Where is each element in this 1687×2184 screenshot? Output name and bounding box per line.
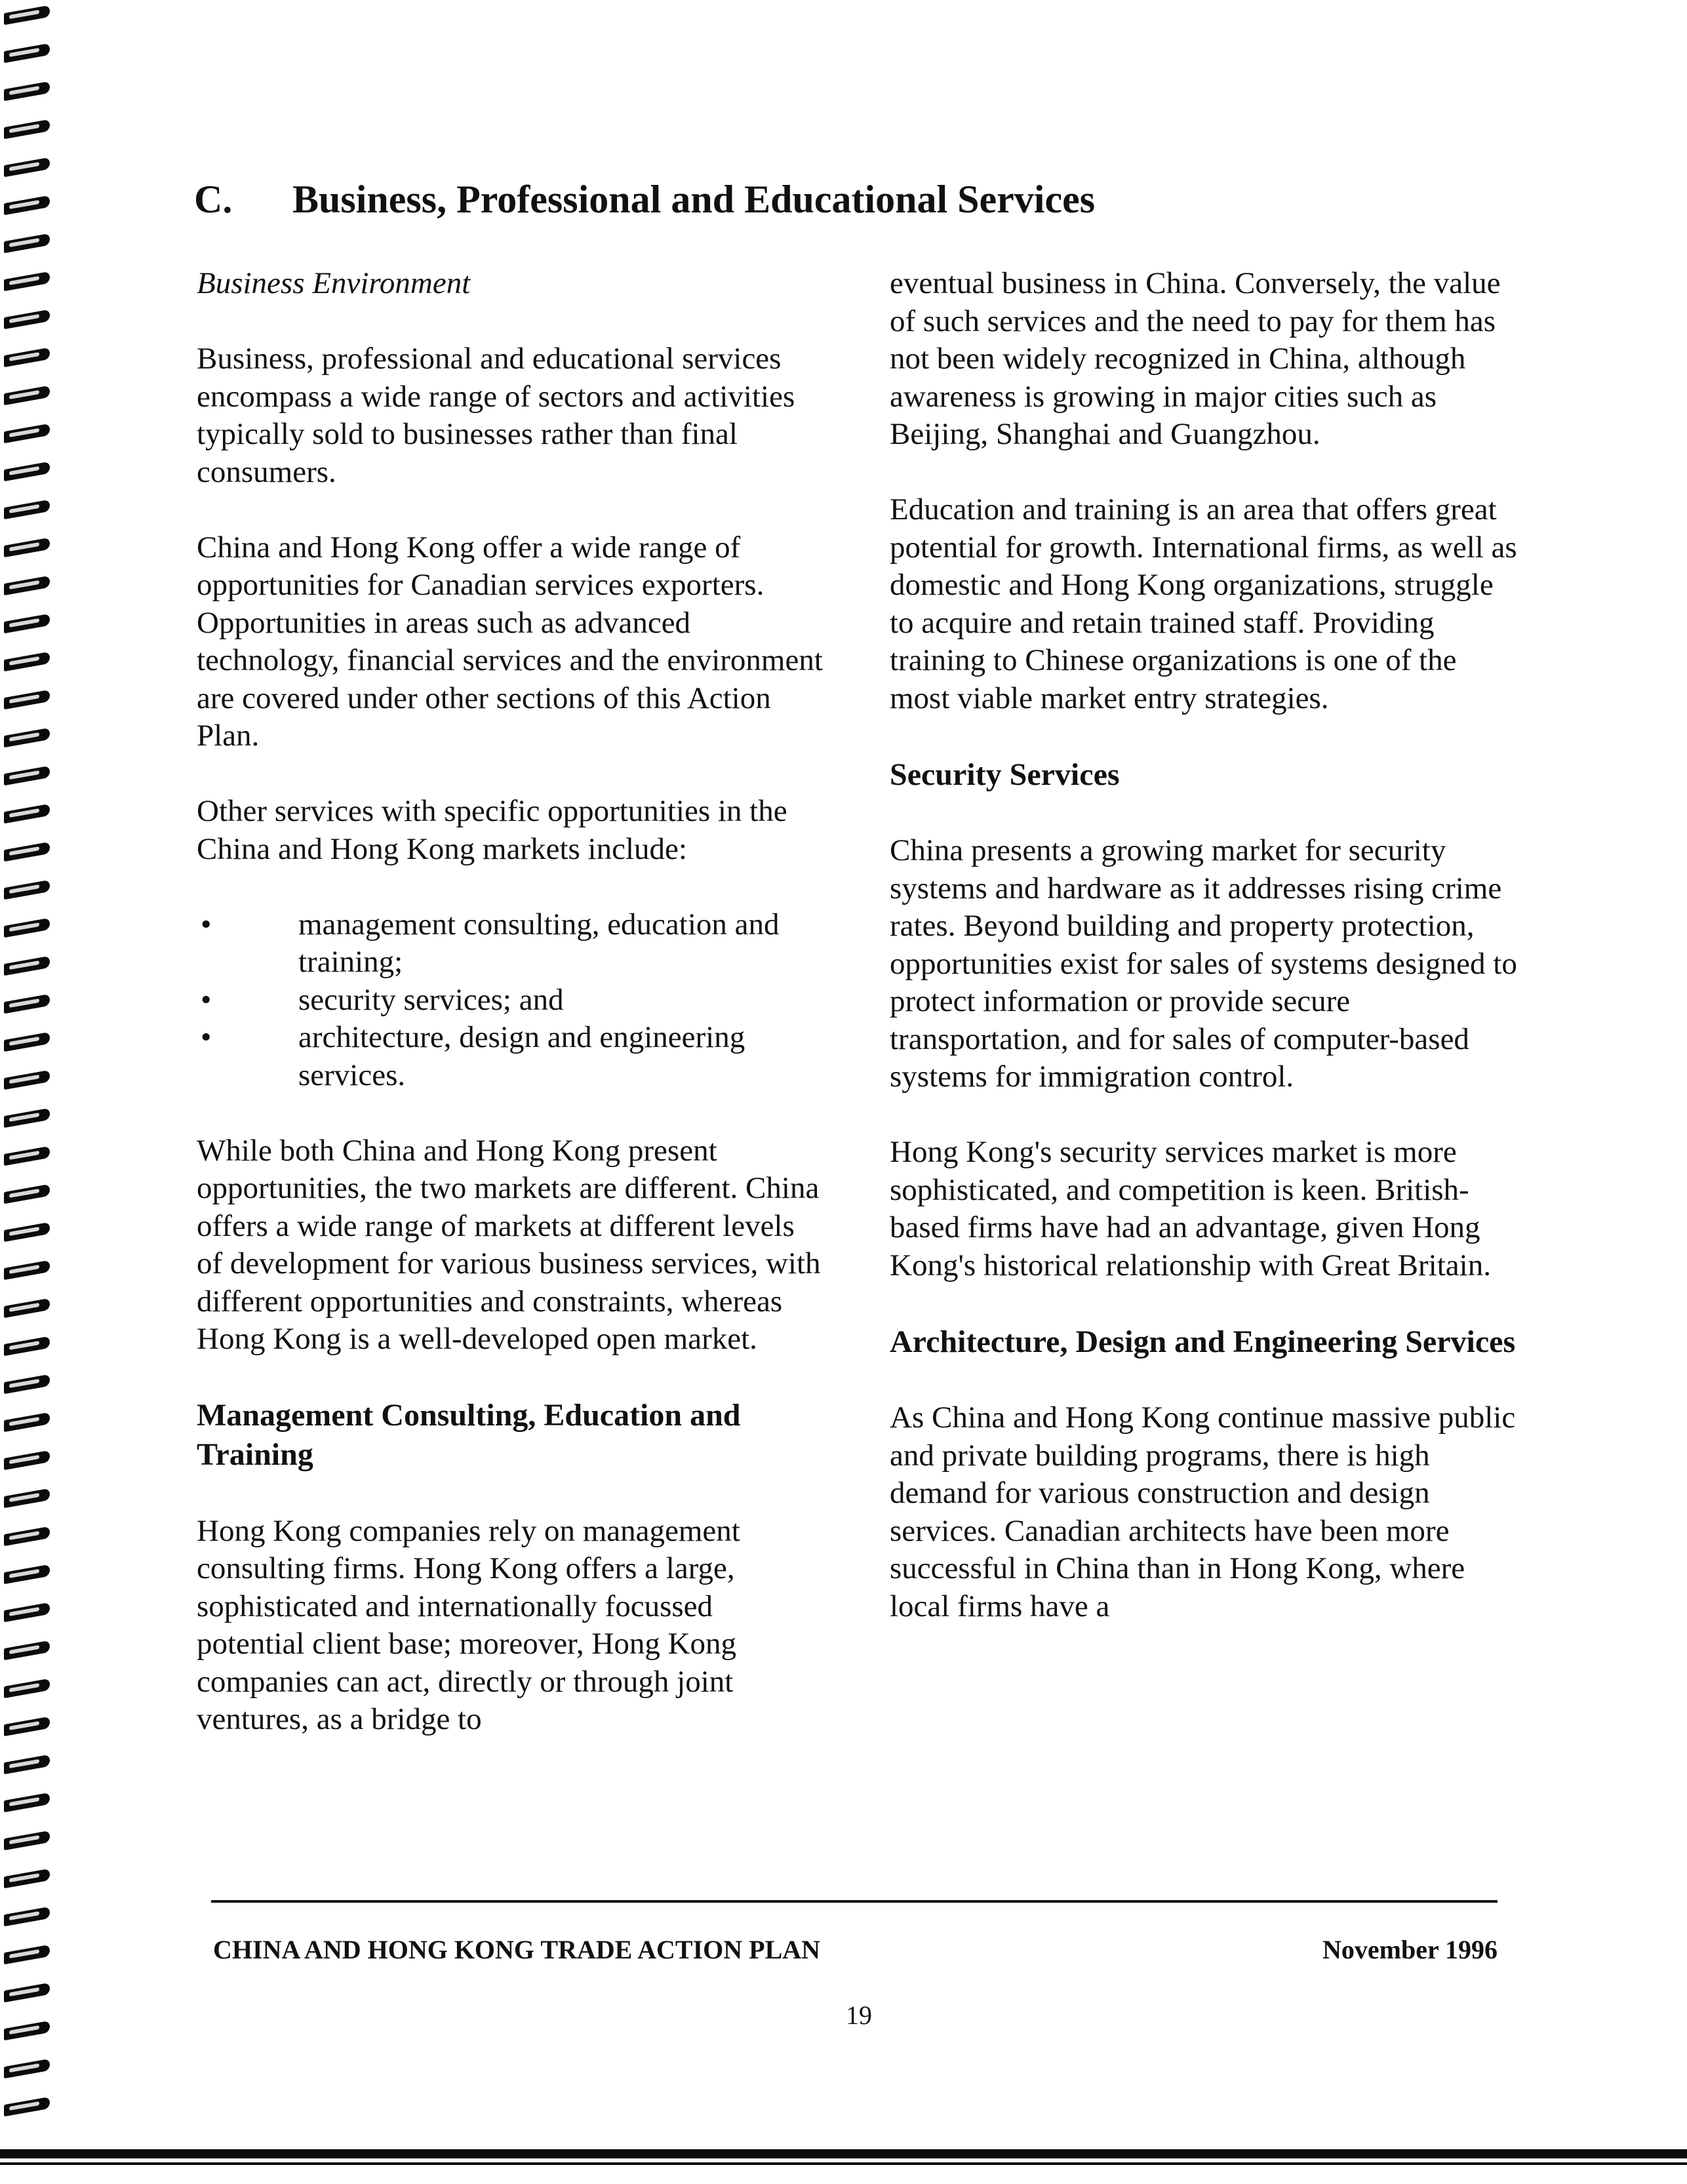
binding-ring	[4, 2059, 52, 2078]
bullet-icon: •	[201, 982, 212, 1017]
binding-ring	[4, 1412, 52, 1432]
binding-ring	[4, 842, 52, 862]
binding-ring	[4, 1640, 52, 1660]
binding-ring	[4, 956, 52, 976]
bottom-edge-line	[0, 2162, 1687, 2165]
heading-architecture-design: Architecture, Design and Engineering Services	[890, 1324, 1516, 1359]
footer-publication-title: CHINA AND HONG KONG TRADE ACTION PLAN	[213, 1935, 821, 1964]
binding-ring	[4, 614, 52, 633]
binding-ring	[4, 1222, 52, 1242]
binding-ring	[4, 538, 52, 557]
heading-management-consulting: Management Consulting, Education and Training	[197, 1398, 741, 1472]
paragraph-other-services: Other services with specific opportunities in the China and Hong Kong markets include:	[197, 794, 787, 866]
binding-ring	[4, 157, 52, 177]
binding-ring	[4, 880, 52, 900]
paragraph-architecture: As China and Hong Kong continue massive public and private building programs, there is high demand for various construction and design services. Canadian architects have been more successful in China than in Hong Kong, where local firms have a	[890, 1400, 1516, 1623]
right-column	[890, 265, 1519, 1663]
binding-ring	[4, 1564, 52, 1584]
footer-date: November 1996	[1322, 1935, 1498, 1964]
paragraph-hong-kong-security: Hong Kong's security services market is more sophisticated, and competition is keen. British-based firms have had an advantage, given Hong Kong's historical relationship with Great Britain.	[890, 1135, 1491, 1282]
binding-ring	[4, 804, 52, 824]
binding-ring	[4, 2097, 52, 2116]
binding-ring	[4, 1488, 52, 1508]
binding-ring	[4, 1602, 52, 1622]
binding-ring	[4, 1831, 52, 1850]
paragraph-education-training: Education and training is an area that offers great potential for growth. International firms, as well as domestic and Hong Kong organizations, struggle to acquire and retain trained staff. Providing training to Chinese organizations is one of the most viable market entry strategies.	[890, 492, 1517, 715]
binding-ring	[4, 1146, 52, 1166]
services-bullet-list	[197, 906, 826, 1095]
binding-ring	[4, 1869, 52, 1888]
bullet-icon: •	[201, 1020, 212, 1054]
list-item-text: management consulting, education and training;	[298, 907, 780, 979]
binding-ring	[4, 43, 52, 63]
binding-ring	[4, 918, 52, 938]
binding-ring	[4, 1184, 52, 1204]
binding-ring	[4, 1108, 52, 1128]
binding-ring	[4, 309, 52, 329]
list-item	[197, 982, 826, 1020]
binding-ring	[4, 1983, 52, 2002]
paragraph-markets-differ: While both China and Hong Kong present opportunities, the two markets are different. China offers a wide range of markets at different levels of development for various business services, with different opportunities and constraints, whereas Hong Kong is a well-developed open market.	[197, 1133, 821, 1356]
binding-ring	[4, 5, 52, 25]
binding-ring	[4, 994, 52, 1014]
binding-ring	[4, 1336, 52, 1356]
binding-ring	[4, 81, 52, 101]
paragraph-eventual-business: eventual business in China. Conversely, the value of such services and the need to pay for them has not been widely recognized in China, although awareness is growing in major cities such as Beijing, Shanghai and Guangzhou.	[890, 266, 1501, 451]
page-number: 19	[846, 2000, 872, 2030]
paragraph-management-consulting: Hong Kong companies rely on management consulting firms. Hong Kong offers a large, sophisticated and internationally focussed potential client base; moreover, Hong Kong companies can act, directly or through joint ventures, as a bridge to	[197, 1513, 740, 1736]
paragraph-china-security: China presents a growing market for security systems and hardware as it addresses rising crime rates. Beyond building and property protection, opportunities exist for sales of systems designed to protect information or provide secure transportation, and for sales of computer-based systems for immigration control.	[890, 833, 1517, 1094]
binding-ring	[4, 728, 52, 747]
binding-ring	[4, 1793, 52, 1812]
binding-ring	[4, 1526, 52, 1546]
binding-ring	[4, 233, 52, 253]
binding-ring	[4, 462, 52, 481]
subhead-business-environment: Business Environment	[197, 266, 471, 300]
binding-ring	[4, 1945, 52, 1964]
binding-ring	[4, 1450, 52, 1470]
binding-ring	[4, 2021, 52, 2040]
section-title	[194, 177, 1440, 222]
section-title-text: Business, Professional and Educational Services	[292, 178, 1096, 221]
binding-ring	[4, 1070, 52, 1090]
list-item-text: architecture, design and engineering services.	[298, 1020, 745, 1092]
binding-ring	[4, 1032, 52, 1052]
binding-ring	[4, 424, 52, 443]
bottom-edge-bar	[0, 2149, 1687, 2158]
binding-ring	[4, 195, 52, 215]
binding-ring	[4, 652, 52, 671]
binding-ring	[4, 119, 52, 139]
binding-ring	[4, 1717, 52, 1736]
list-item-text: security services; and	[298, 982, 564, 1017]
spiral-binding	[0, 0, 59, 2137]
paragraph-services-overview: Business, professional and educational services encompass a wide range of sectors and activities typically sold to businesses rather than final consumers.	[197, 342, 795, 489]
binding-ring	[4, 1298, 52, 1318]
left-column	[197, 265, 826, 1776]
binding-ring	[4, 1755, 52, 1774]
binding-ring	[4, 1678, 52, 1698]
binding-ring	[4, 1260, 52, 1280]
binding-ring	[4, 766, 52, 785]
footer-rule	[211, 1900, 1498, 1903]
binding-ring	[4, 500, 52, 519]
paragraph-opportunities: China and Hong Kong offer a wide range of opportunities for Canadian services exporters. Opportunities in areas such as advanced technology, financial services and the environment are covered under other sections of this Action Plan.	[197, 530, 823, 753]
binding-ring	[4, 1374, 52, 1394]
binding-ring	[4, 347, 52, 367]
binding-ring	[4, 576, 52, 595]
binding-ring	[4, 1907, 52, 1926]
list-item	[197, 906, 826, 982]
binding-ring	[4, 271, 52, 291]
bullet-icon: •	[201, 907, 212, 942]
heading-security-services: Security Services	[890, 757, 1120, 792]
section-letter: C.	[194, 178, 233, 221]
list-item	[197, 1019, 826, 1094]
binding-ring	[4, 690, 52, 709]
binding-ring	[4, 386, 52, 405]
